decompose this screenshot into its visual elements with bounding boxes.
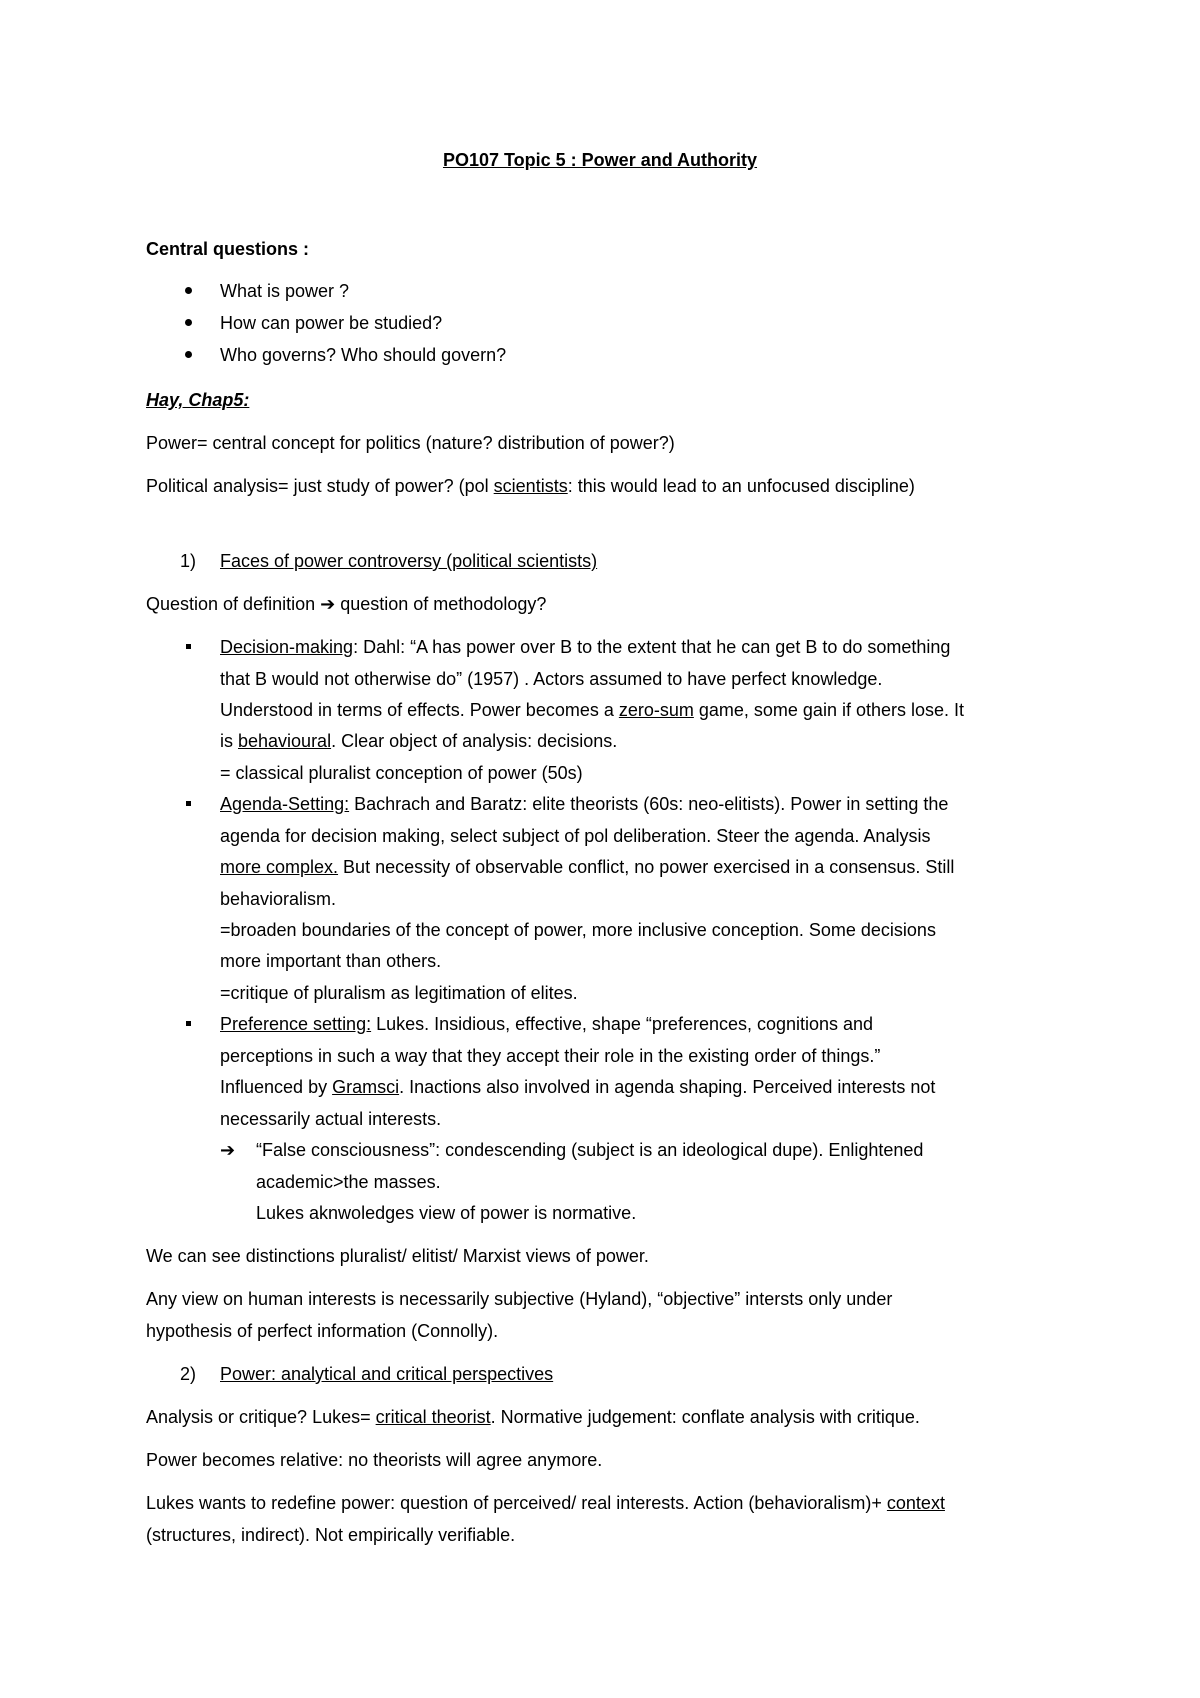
preference-setting-line: necessarily actual interests. xyxy=(220,1109,442,1129)
interests-paragraph: hypothesis of perfect information (Connolly). xyxy=(146,1321,499,1341)
section-heading: Power: analytical and critical perspectives xyxy=(220,1364,554,1384)
central-question-item: How can power be studied? xyxy=(220,313,443,333)
intro-paragraph: Political analysis= just study of power? (pol scientists: this would lead to an unfocused discipline) xyxy=(146,476,915,496)
agenda-setting-line: more important than others. xyxy=(220,951,442,971)
intro-paragraph: Power= central concept for politics (nature? distribution of power?) xyxy=(146,433,675,453)
decision-making-line: is behavioural. Clear object of analysis: decisions. xyxy=(220,731,618,751)
decision-making-line: Decision-making: Dahl: “A has power over B to the extent that he can get B to do something xyxy=(220,637,951,657)
agenda-setting-line: agenda for decision making, select subject of pol deliberation. Steer the agenda. Analysis xyxy=(220,826,931,846)
central-question-item: What is power ? xyxy=(220,281,350,301)
decision-making-line: that B would not otherwise do” (1957) . Actors assumed to have perfect knowledge. xyxy=(220,669,883,689)
square-bullet-icon xyxy=(186,644,191,649)
square-bullet-icon xyxy=(186,801,191,806)
central-questions-heading: Central questions : xyxy=(146,239,310,259)
bullet-icon xyxy=(185,319,192,326)
source-reference: Hay, Chap5: xyxy=(146,390,250,410)
page-title: PO107 Topic 5 : Power and Authority xyxy=(442,150,758,170)
false-consciousness-line: academic>the masses. xyxy=(256,1172,441,1192)
section2-paragraph: (structures, indirect). Not empirically verifiable. xyxy=(146,1525,516,1545)
section2-paragraph: Lukes wants to redefine power: question of perceived/ real interests. Action (behavioralism)+ context xyxy=(146,1493,945,1513)
section-number: 1) xyxy=(180,551,197,571)
interests-paragraph: Any view on human interests is necessarily subjective (Hyland), “objective” intersts only under xyxy=(146,1289,893,1309)
section-number: 2) xyxy=(180,1364,197,1384)
bullet-icon xyxy=(185,287,192,294)
arrow-icon: ➔ xyxy=(220,1140,236,1160)
false-consciousness-line: Lukes aknwoledges view of power is normative. xyxy=(256,1203,637,1223)
methodology-question: Question of definition ➔ question of methodology? xyxy=(146,594,547,614)
decision-making-line: Understood in terms of effects. Power becomes a zero-sum game, some gain if others lose. It xyxy=(220,700,965,720)
agenda-setting-line: =critique of pluralism as legitimation of elites. xyxy=(220,983,578,1003)
section2-paragraph: Analysis or critique? Lukes= critical theorist. Normative judgement: conflate analysis with critique. xyxy=(146,1407,920,1427)
square-bullet-icon xyxy=(186,1021,191,1026)
false-consciousness-line: “False consciousness”: condescending (subject is an ideological dupe). Enlightened xyxy=(256,1140,924,1160)
agenda-setting-line: behavioralism. xyxy=(220,889,337,909)
agenda-setting-line: Agenda-Setting: Bachrach and Baratz: elite theorists (60s: neo-elitists). Power in setting the xyxy=(220,794,949,814)
section2-paragraph: Power becomes relative: no theorists will agree anymore. xyxy=(146,1450,603,1470)
preference-setting-line: perceptions in such a way that they accept their role in the existing order of things.” xyxy=(220,1046,881,1066)
bullet-icon xyxy=(185,351,192,358)
agenda-setting-line: =broaden boundaries of the concept of power, more inclusive conception. Some decisions xyxy=(220,920,936,940)
section-heading: Faces of power controversy (political scientists) xyxy=(220,551,598,571)
central-question-item: Who governs? Who should govern? xyxy=(220,345,507,365)
preference-setting-line: Influenced by Gramsci. Inactions also involved in agenda shaping. Perceived interests not xyxy=(220,1077,936,1097)
preference-setting-line: Preference setting: Lukes. Insidious, effective, shape “preferences, cognitions and xyxy=(220,1014,874,1034)
distinctions-paragraph: We can see distinctions pluralist/ elitist/ Marxist views of power. xyxy=(146,1246,649,1266)
decision-making-line: = classical pluralist conception of power (50s) xyxy=(220,763,583,783)
arrow-icon: ➔ xyxy=(320,594,336,614)
agenda-setting-line: more complex. But necessity of observable conflict, no power exercised in a consensus. Still xyxy=(220,857,955,877)
